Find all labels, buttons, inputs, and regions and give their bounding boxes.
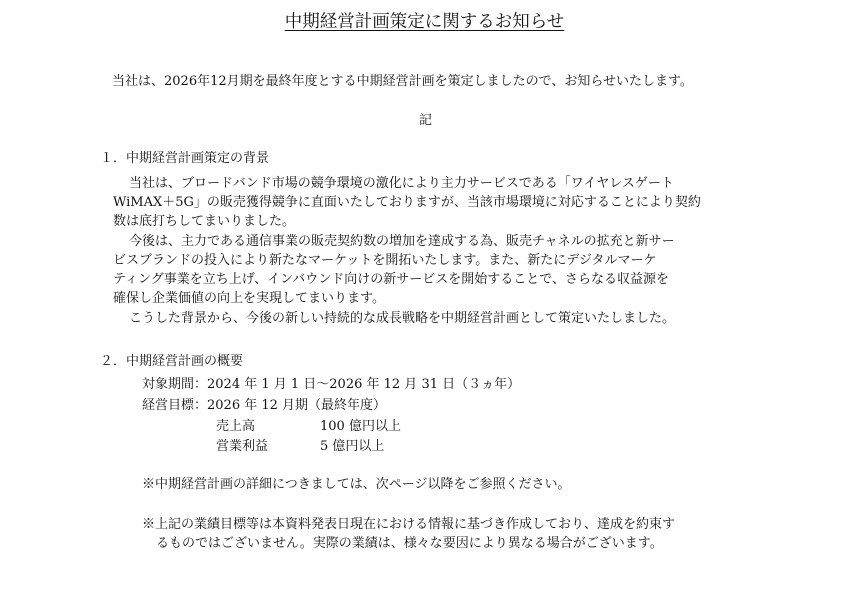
section1-line: WiMAX＋5G」の販売獲得競争に直面いたしておりますが、当該市場環境に対応することにより契約 bbox=[113, 195, 701, 210]
section2-heading: ２．中期経営計画の概要 bbox=[100, 354, 244, 369]
ki-label: 記 bbox=[419, 113, 433, 128]
section1-line: 数は底打ちしてまいりました。 bbox=[113, 214, 296, 229]
page-title: 中期経営計画策定に関するお知らせ bbox=[284, 12, 565, 32]
metric-value: 5 億円以上 bbox=[320, 439, 385, 454]
metric-value: 100 億円以上 bbox=[320, 419, 401, 434]
note-detail: ※中期経営計画の詳細につきましては、次ページ以降をご参照ください。 bbox=[142, 477, 571, 492]
note-disclaimer: るものではございません。実際の業績は、様々な要因により異なる場合がございます。 bbox=[156, 536, 663, 551]
intro-text: 当社は、2026年12月期を最終年度とする中期経営計画を策定しましたので、お知らせいたします。 bbox=[112, 74, 693, 89]
section1-line: 今後は、主力である通信事業の販売契約数の増加を達成する為、販売チャネルの拡充と新サー bbox=[129, 234, 675, 249]
section1-heading: １．中期経営計画策定の背景 bbox=[100, 151, 270, 166]
section1-line: ティング事業を立ち上げ、インバウンド向けの新サービスを開始することで、さらなる収益源を bbox=[113, 272, 670, 287]
target-text: 経営目標：2026 年 12 月期（最終年度） bbox=[142, 398, 387, 413]
section1-line: 確保し企業価値の向上を実現してまいります。 bbox=[113, 291, 385, 306]
metric-label: 売上高 bbox=[216, 419, 256, 434]
period-text: 対象期間：2024 年 1 月 1 日～2026 年 12 月 31 日（３ヵ年） bbox=[142, 377, 521, 392]
note-disclaimer: ※上記の業績目標等は本資料発表日現在における情報に基づき作成しており、達成を約束す bbox=[142, 517, 676, 532]
metric-label: 営業利益 bbox=[216, 439, 269, 454]
section1-line: こうした背景から、今後の新しい持続的な成長戦略を中期経営計画として策定いたしました。 bbox=[129, 311, 676, 326]
section1-line: 当社は、ブロードバンド市場の競争環境の激化により主力サービスである「ワイヤレスゲート bbox=[129, 176, 674, 191]
section1-line: ビスブランドの投入により新たなマーケットを開拓いたします。また、新たにデジタルマーケ bbox=[113, 253, 657, 268]
